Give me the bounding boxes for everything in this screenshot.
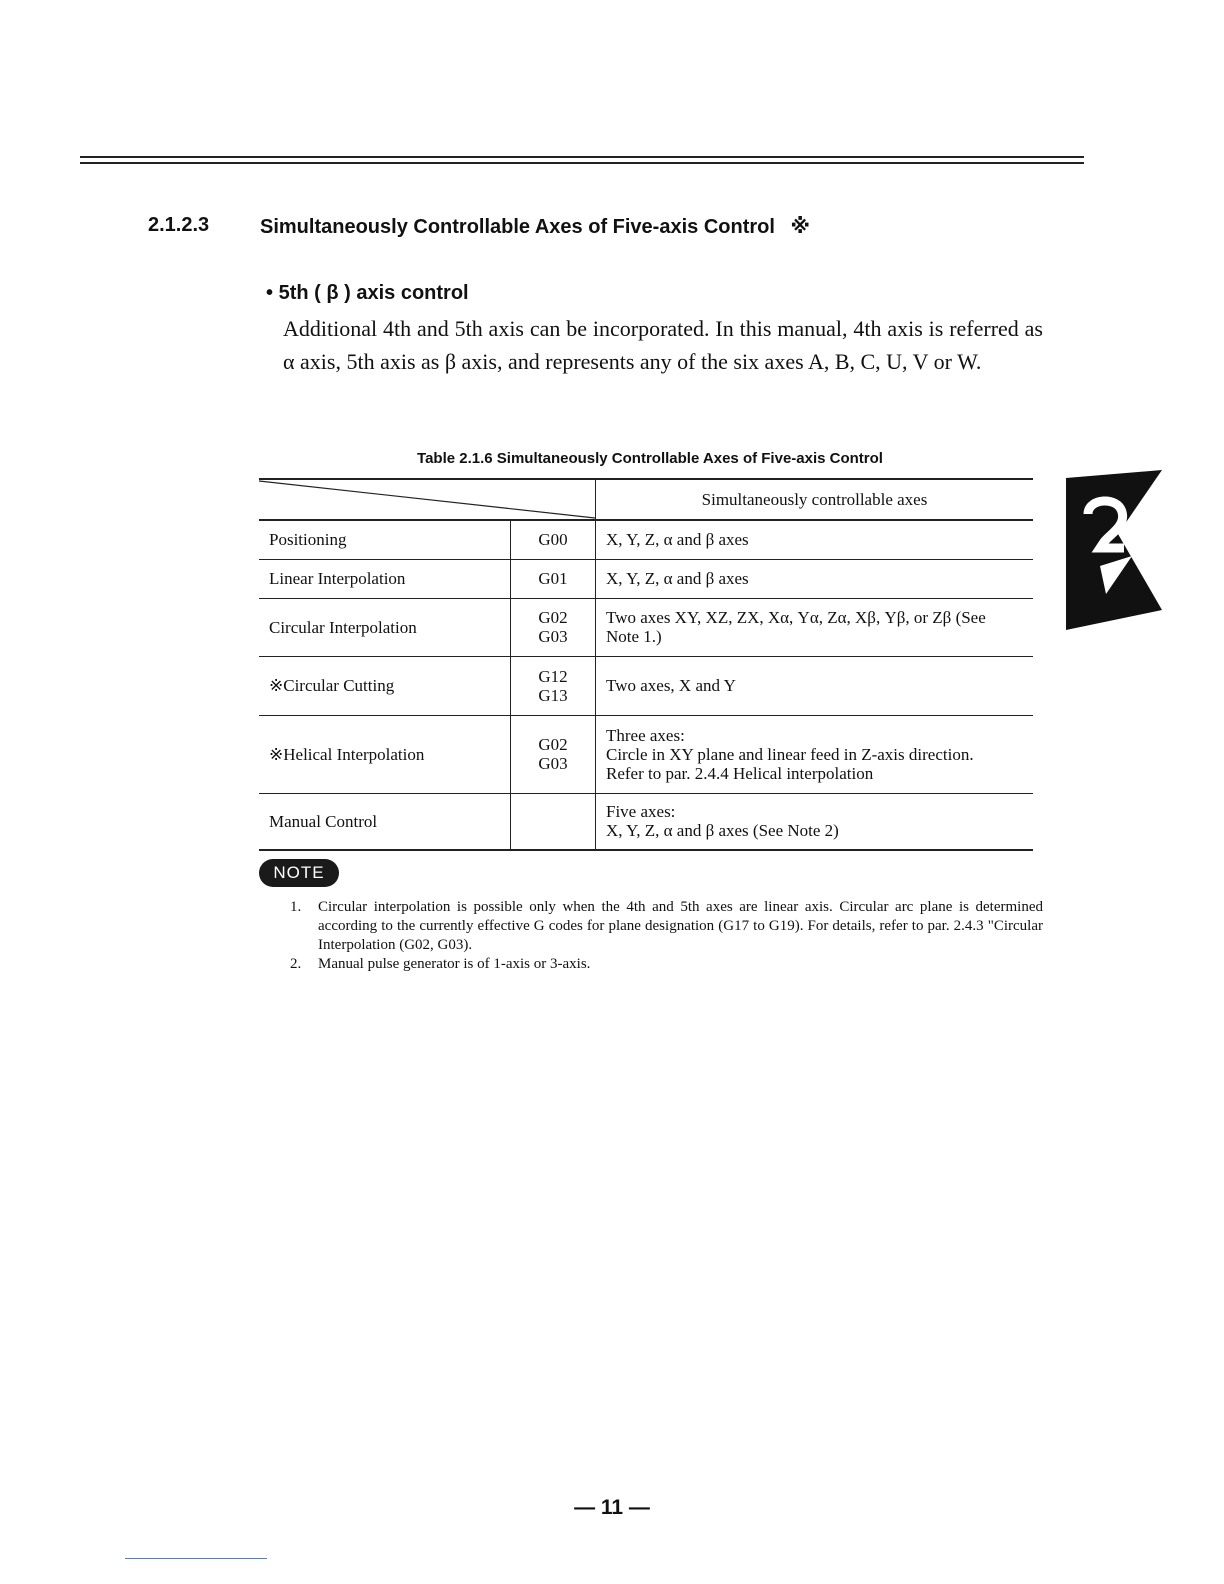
axes-table [259,478,1033,851]
gcode-cell: G00 [511,520,596,559]
mode-cell: Positioning [259,520,511,559]
gcode-cell: G02 G03 [511,715,596,793]
table-row [259,598,1033,656]
table-caption: Table 2.1.6 Simultaneously Controllable Axes of Five-axis Control [417,450,883,467]
section-number: 2.1.2.3 [148,214,210,236]
table-row [259,793,1033,850]
top-rule-upper [80,156,1084,158]
table-row [259,656,1033,715]
chapter-tab-icon [1066,470,1162,630]
axes-cell: Five axes: X, Y, Z, α and β axes (See Note 2) [596,793,1034,850]
table-row [259,559,1033,598]
note-text: Circular interpolation is possible only when the 4th and 5th axes are linear axis. Circular arc plane is determined according to the currently effective G codes for plane designation (G17 to G19). For details, refer to par. 2.4.3 "Circular Interpolation (G02, G03). [318,899,1043,953]
table-row [259,520,1033,559]
note-item [290,898,1043,955]
top-rule-lower [80,162,1084,164]
option-mark: ※ [790,216,810,238]
bullet-heading [266,282,469,305]
note-number: 2. [290,956,302,972]
gcode-cell: G01 [511,559,596,598]
axes-cell: X, Y, Z, α and β axes [596,520,1034,559]
diagonal-line [259,480,595,519]
mode-cell: ※Helical Interpolation [259,715,511,793]
note-text: Manual pulse generator is of 1-axis or 3-axis. [318,956,591,972]
gcode-cell: G02 G03 [511,598,596,656]
axes-cell: Two axes, X and Y [596,656,1034,715]
mode-cell: Manual Control [259,793,511,850]
table-corner-cell [259,479,596,520]
table-header-row [259,479,1033,520]
section-title: Simultaneously Controllable Axes of Five-axis Control [260,216,775,238]
mode-cell: Linear Interpolation [259,559,511,598]
axes-cell: X, Y, Z, α and β axes [596,559,1034,598]
bullet-marker: • [266,282,274,304]
bullet-title: 5th ( β ) axis control [278,282,469,304]
note-badge: NOTE [259,859,339,887]
gcode-cell: G12 G13 [511,656,596,715]
mode-cell: ※Circular Cutting [259,656,511,715]
table-header-axes: Simultaneously controllable axes [596,479,1034,520]
mode-cell: Circular Interpolation [259,598,511,656]
section-title-wrap [260,214,810,239]
note-list [290,898,1043,974]
axes-cell: Two axes XY, XZ, ZX, Xα, Yα, Zα, Xβ, Yβ, or Zβ (See Note 1.) [596,598,1034,656]
table-row [259,715,1033,793]
footer-line [125,1558,267,1559]
note-item [290,955,1043,974]
intro-paragraph: Additional 4th and 5th axis can be incorporated. In this manual, 4th axis is referred as α axis, 5th axis as β axis, and represents any of the six axes A, B, C, U, V or W. [283,316,1043,374]
page-number: — 11 — [574,1496,650,1519]
gcode-cell [511,793,596,850]
note-number: 1. [290,899,302,915]
axes-cell: Three axes: Circle in XY plane and linear feed in Z-axis direction. Refer to par. 2.4.4 Helical interpolation [596,715,1034,793]
